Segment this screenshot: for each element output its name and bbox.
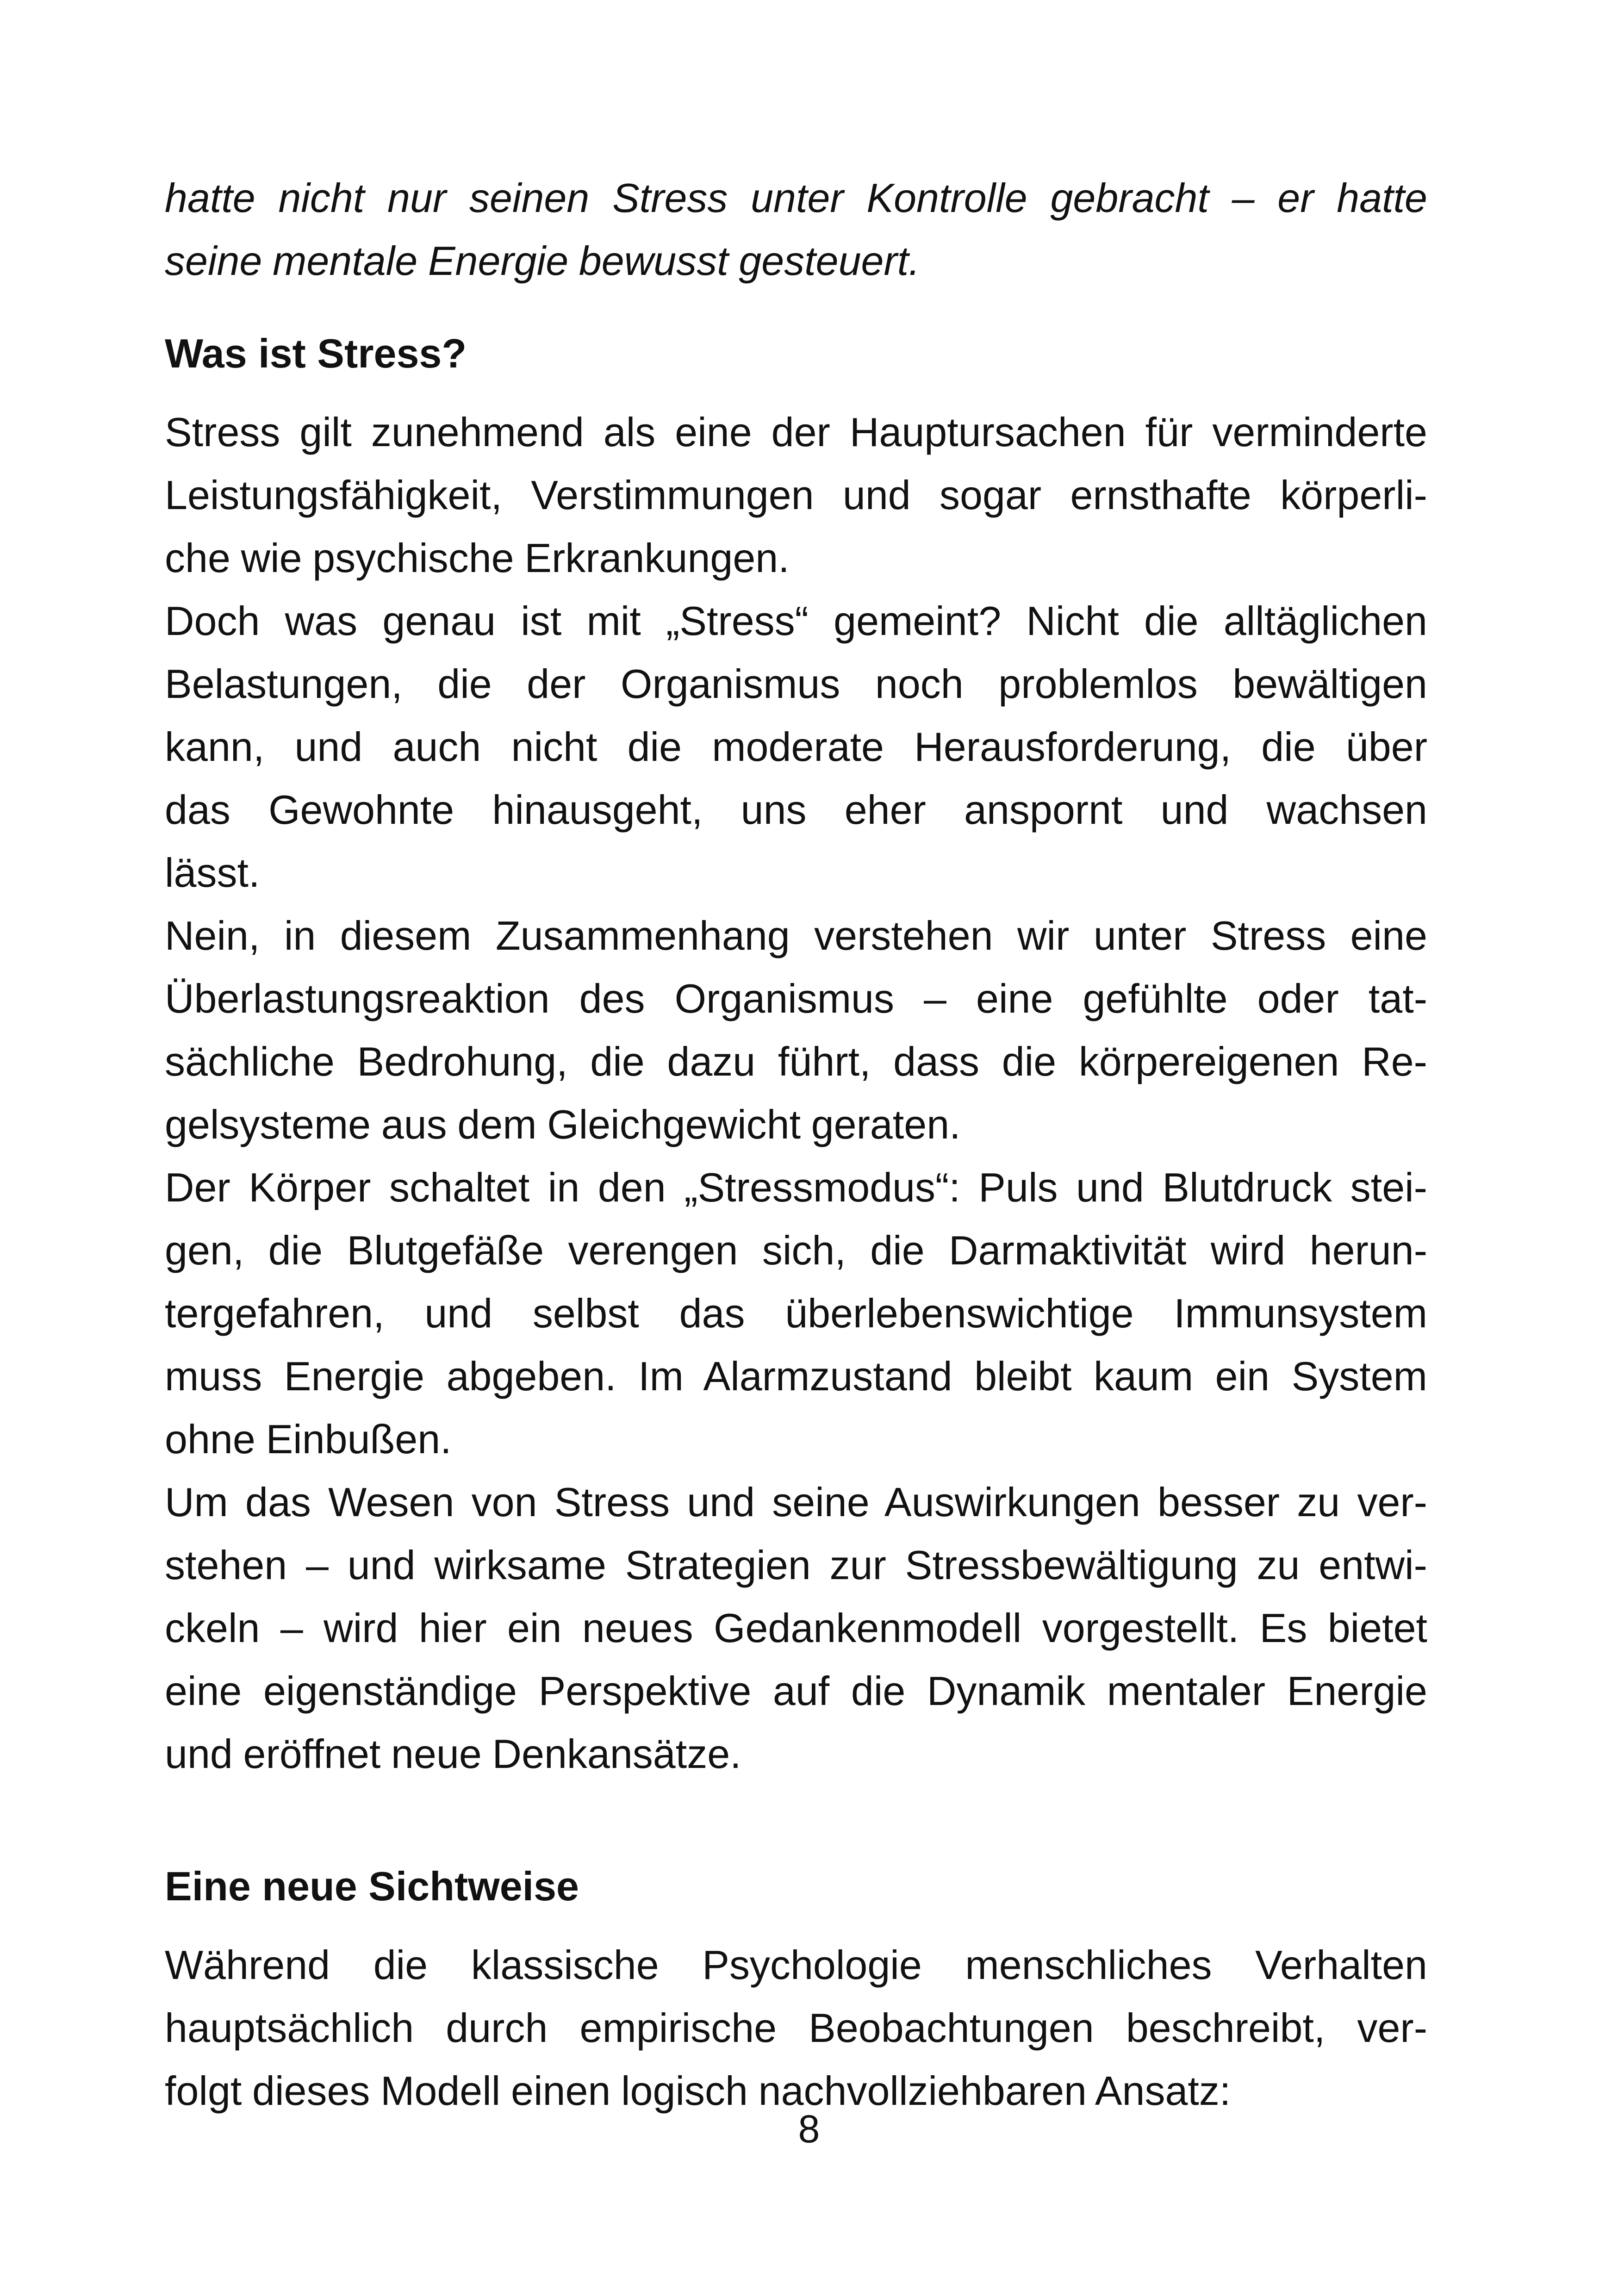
text-line: Doch was genau ist mit „Stress“ gemeint? Nicht die alltäglichen [165, 598, 1427, 644]
section-heading-was-ist-stress: Was ist Stress? [165, 330, 467, 376]
section-heading-eine-neue-sichtweise: Eine neue Sichtweise [165, 1863, 579, 1909]
section-was-ist-stress-body [165, 401, 1427, 1786]
page-body [165, 167, 1427, 2122]
text-line: Der Körper schaltet in den „Stressmodus“: Puls und Blutdruck stei- [165, 1164, 1427, 1210]
section-eine-neue-sichtweise-body [165, 1934, 1427, 2122]
text-line: kann, und auch nicht die moderate Herausforderung, die über [165, 724, 1427, 770]
text-line: ohne Einbußen. [165, 1416, 452, 1462]
intro-paragraph [165, 167, 1427, 292]
text-line: gelsysteme aus dem Gleichgewicht geraten. [165, 1101, 961, 1147]
page-number: 8 [798, 2107, 820, 2151]
text-line: sächliche Bedrohung, die dazu führt, dass die körpereigenen Re- [165, 1039, 1427, 1084]
text-line: und eröffnet neue Denkansätze. [165, 1731, 741, 1777]
text-line: Überlastungsreaktion des Organismus – eine gefühlte oder tat- [165, 976, 1427, 1021]
text-line: Leistungsfähigkeit, Verstimmungen und sogar ernsthafte körperli- [165, 472, 1427, 518]
text-line: hauptsächlich durch empirische Beobachtungen beschreibt, ver- [165, 2005, 1427, 2051]
text-line: Um das Wesen von Stress und seine Auswirkungen besser zu ver- [165, 1479, 1427, 1525]
text-line: eine eigenständige Perspektive auf die Dynamik mentaler Energie [165, 1668, 1427, 1714]
text-line: hatte nicht nur seinen Stress unter Kontrolle gebracht – er hatte [165, 175, 1427, 221]
text-line: muss Energie abgeben. Im Alarmzustand bleibt kaum ein System [165, 1353, 1427, 1399]
text-line: folgt dieses Modell einen logisch nachvollziehbaren Ansatz: [165, 2068, 1231, 2114]
text-line: gen, die Blutgefäße verengen sich, die Darmaktivität wird herun- [165, 1227, 1427, 1273]
text-line: Während die klassische Psychologie menschliches Verhalten [165, 1942, 1427, 1988]
text-line: tergefahren, und selbst das überlebenswichtige Immunsystem [165, 1290, 1427, 1336]
text-line: Stress gilt zunehmend als eine der Hauptursachen für verminderte [165, 409, 1427, 455]
text-line: seine mentale Energie bewusst gesteuert. [165, 238, 920, 284]
text-line: Nein, in diesem Zusammenhang verstehen wir unter Stress eine [165, 913, 1427, 958]
text-line: che wie psychische Erkrankungen. [165, 535, 790, 581]
text-line: Belastungen, die der Organismus noch problemlos bewältigen [165, 661, 1427, 707]
text-line: ckeln – wird hier ein neues Gedankenmodell vorgestellt. Es bietet [165, 1605, 1427, 1651]
text-line: das Gewohnte hinausgeht, uns eher anspornt und wachsen [165, 787, 1427, 833]
text-line: stehen – und wirksame Strategien zur Stressbewältigung zu entwi- [165, 1542, 1427, 1588]
text-line: lässt. [165, 850, 260, 896]
